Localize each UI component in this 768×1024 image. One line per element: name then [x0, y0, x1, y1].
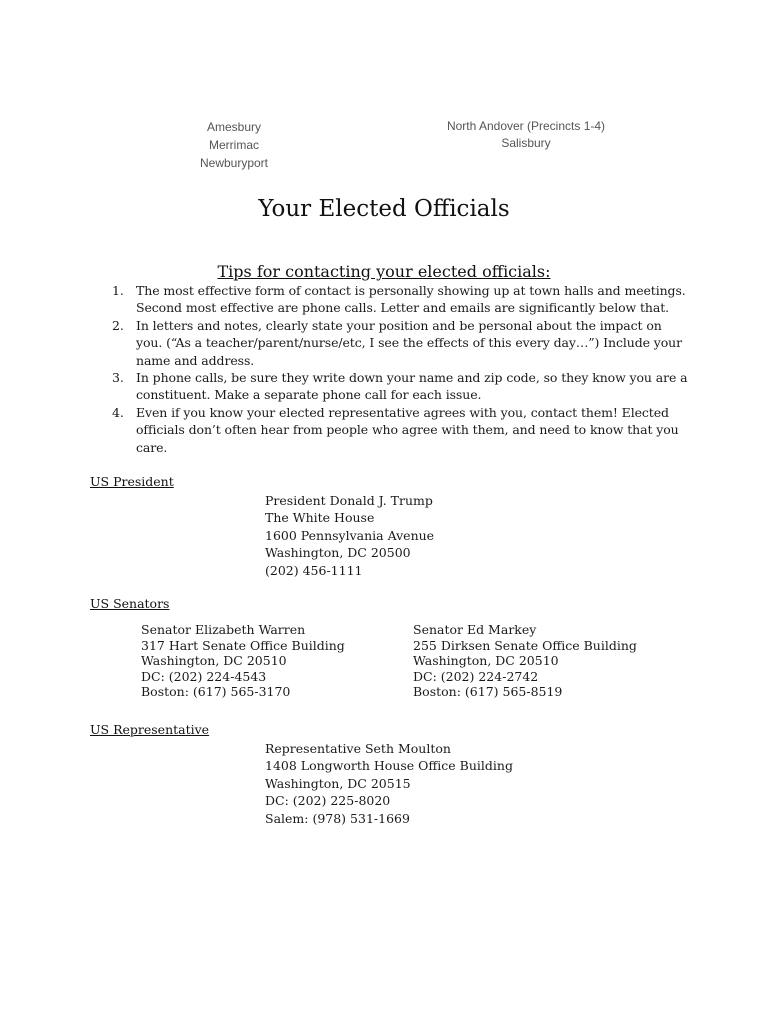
address-line: Senator Ed Markey	[413, 622, 537, 637]
address-line: 1408 Longworth House Office Building	[265, 758, 513, 774]
address-line: Washington, DC 20510	[141, 653, 287, 669]
address-line: Boston: (617) 565-8519	[413, 684, 563, 700]
page-title: Your Elected Officials	[258, 196, 510, 222]
towns-right	[432, 118, 620, 152]
address-line: 317 Hart Senate Office Building	[141, 637, 345, 653]
tip-line: Second most effective are phone calls. Letter and emails are significantly below that.	[136, 300, 670, 316]
towns-left	[160, 118, 308, 172]
town-name: Salisbury	[501, 136, 551, 150]
tip-number: 3.	[112, 370, 124, 386]
us-president-label: US President	[90, 474, 174, 489]
address-line: Salem: (978) 531-1669	[265, 810, 410, 826]
us-senators-label: US Senators	[90, 596, 170, 611]
tip-line: In phone calls, be sure they write down your name and zip code, so they know you are a	[136, 370, 688, 386]
senator-markey-address	[413, 622, 637, 700]
town-name: North Andover (Precincts 1-4)	[446, 119, 606, 133]
senator-warren-address	[141, 622, 345, 700]
town-name: Merrimac	[209, 138, 259, 152]
address-line: President Donald J. Trump	[265, 493, 433, 508]
tip-item	[112, 404, 694, 456]
tip-line: care.	[136, 439, 168, 455]
president-address	[265, 492, 434, 579]
address-line: (202) 456-1111	[265, 562, 363, 578]
tip-line: you. (“As a teacher/parent/nurse/etc, I see the effects of this every day…”) Include your	[136, 335, 683, 351]
tip-line: officials don’t often hear from people who agree with them, and need to know that you	[136, 422, 679, 438]
tip-number: 4.	[112, 404, 124, 420]
tips-list	[112, 282, 694, 456]
address-line: 255 Dirksen Senate Office Building	[413, 637, 637, 653]
address-line: DC: (202) 225-8020	[265, 793, 391, 809]
address-line: DC: (202) 224-4543	[141, 668, 267, 684]
tip-line: name and address.	[136, 352, 255, 368]
address-line: Representative Seth Moulton	[265, 741, 451, 756]
representative-address	[265, 740, 513, 827]
tip-number: 2.	[112, 317, 124, 333]
address-line: DC: (202) 224-2742	[413, 668, 539, 684]
address-line: 1600 Pennsylvania Avenue	[265, 527, 435, 543]
town-name: Newburyport	[199, 156, 269, 170]
tip-line: In letters and notes, clearly state your position and be personal about the impact on	[136, 317, 662, 333]
tip-item	[112, 282, 694, 317]
address-line: Washington, DC 20500	[265, 545, 411, 561]
address-line: Senator Elizabeth Warren	[141, 622, 306, 637]
address-line: Washington, DC 20515	[265, 775, 411, 791]
us-representative-label: US Representative	[90, 722, 210, 737]
address-line: Washington, DC 20510	[413, 653, 559, 669]
tip-line: Even if you know your elected representative agrees with you, contact them! Elected	[136, 404, 669, 420]
tip-item	[112, 317, 694, 369]
tip-line: The most effective form of contact is personally showing up at town halls and meetings.	[136, 283, 686, 298]
address-line: The White House	[265, 510, 375, 526]
tip-line: constituent. Make a separate phone call for each issue.	[136, 387, 482, 403]
tip-item	[112, 369, 694, 404]
town-name: Amesbury	[206, 120, 262, 134]
tip-number: 1.	[112, 283, 124, 298]
address-line: Boston: (617) 565-3170	[141, 684, 291, 700]
tips-heading: Tips for contacting your elected officials:	[217, 262, 551, 281]
